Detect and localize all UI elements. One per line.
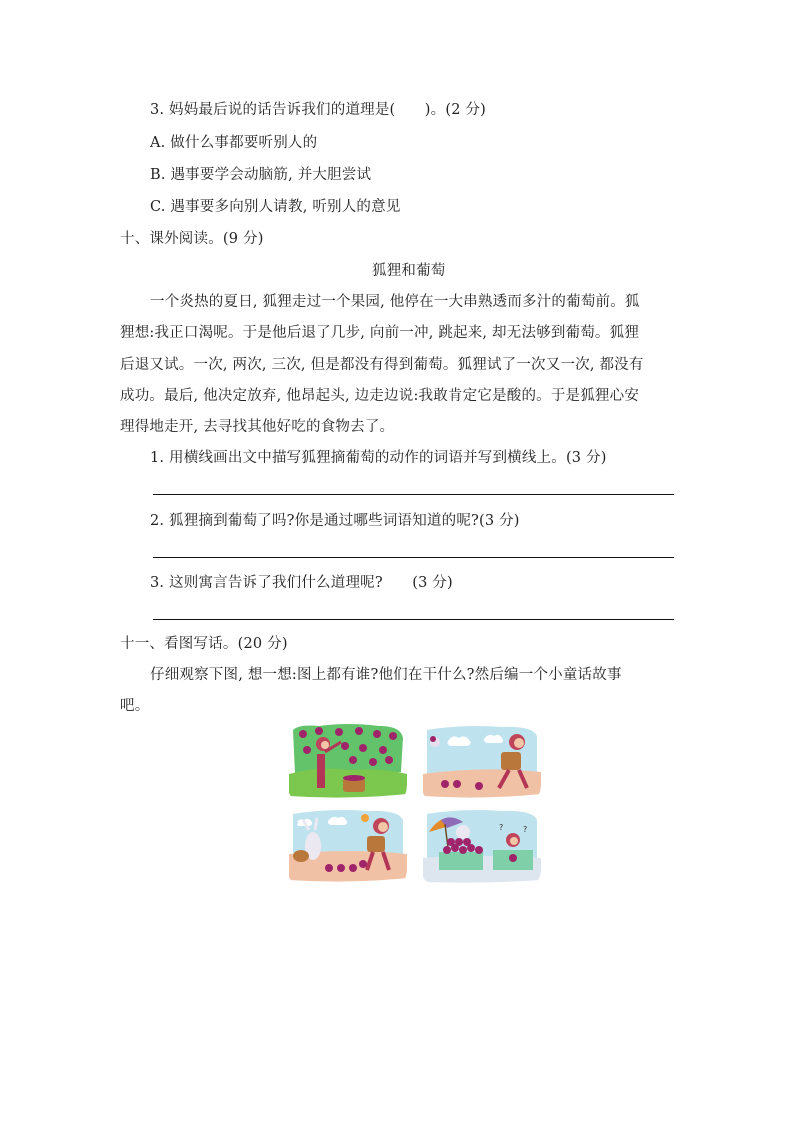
panel-monkey-picking-fruit	[289, 722, 407, 800]
passage-title: 狐狸和葡萄	[372, 263, 446, 279]
passage-line-5: 理得地走开, 去寻找其他好吃的食物去了。	[120, 419, 395, 435]
svg-text:?: ?	[523, 825, 528, 834]
answer-line-1[interactable]	[153, 494, 674, 495]
question-10-1: 1. 用横线画出文中描写狐狸摘葡萄的动作的词语并写到横线上。(3 分)	[150, 450, 607, 466]
monkey-basket-icon	[423, 722, 541, 800]
svg-text:?: ?	[499, 823, 504, 832]
passage-line-1: 一个炎热的夏日, 狐狸走过一个果园, 他停在一大串熟透而多汁的葡萄前。狐	[150, 294, 640, 310]
instruction-line-2: 吧。	[120, 698, 150, 714]
passage-line-4: 成功。最后, 他决定放弃, 他昂起头, 边走边说:我敢肯定它是酸的。于是狐狸心安	[120, 388, 640, 404]
answer-line-2[interactable]	[153, 557, 674, 558]
panel-monkey-carrying-basket	[423, 722, 541, 800]
option-b: B. 遇事要学会动脑筋, 并大胆尝试	[150, 167, 372, 183]
passage-line-2: 狸想:我正口渴呢。于是他后退了几步, 向前一冲, 跳起来, 却无法够到葡萄。狐狸	[120, 325, 640, 341]
passage-line-3: 后退又试。一次, 两次, 三次, 但是都没有得到葡萄。狐狸试了一次又一次, 都没有	[120, 357, 644, 373]
story-illustration	[285, 718, 541, 884]
panel-rabbit-follows-monkey	[289, 806, 407, 884]
question-10-2: 2. 狐狸摘到葡萄了吗?你是通过哪些词语知道的呢?(3 分)	[150, 513, 520, 529]
rabbit-and-monkey-icon	[289, 806, 407, 884]
instruction-line-1: 仔细观察下图, 想一想:图上都有谁?他们在干什么?然后编一个小童话故事	[150, 667, 622, 683]
answer-line-3[interactable]	[153, 619, 674, 620]
option-c: C. 遇事要多向别人请教, 听别人的意见	[150, 199, 401, 215]
option-a: A. 做什么事都要听别人的	[150, 135, 318, 151]
section-11-heading: 十一、看图写话。(20 分)	[120, 636, 288, 652]
tree-with-fruit-icon	[289, 722, 407, 800]
question-10-3: 3. 这则寓言告诉了我们什么道理呢? (3 分)	[150, 575, 453, 591]
fruit-stall-icon	[423, 806, 541, 884]
section-10-heading: 十、课外阅读。(9 分)	[120, 231, 264, 247]
panel-rabbit-selling-fruit	[423, 806, 541, 884]
question-9-3: 3. 妈妈最后说的话告诉我们的道理是( )。(2 分)	[150, 102, 487, 118]
